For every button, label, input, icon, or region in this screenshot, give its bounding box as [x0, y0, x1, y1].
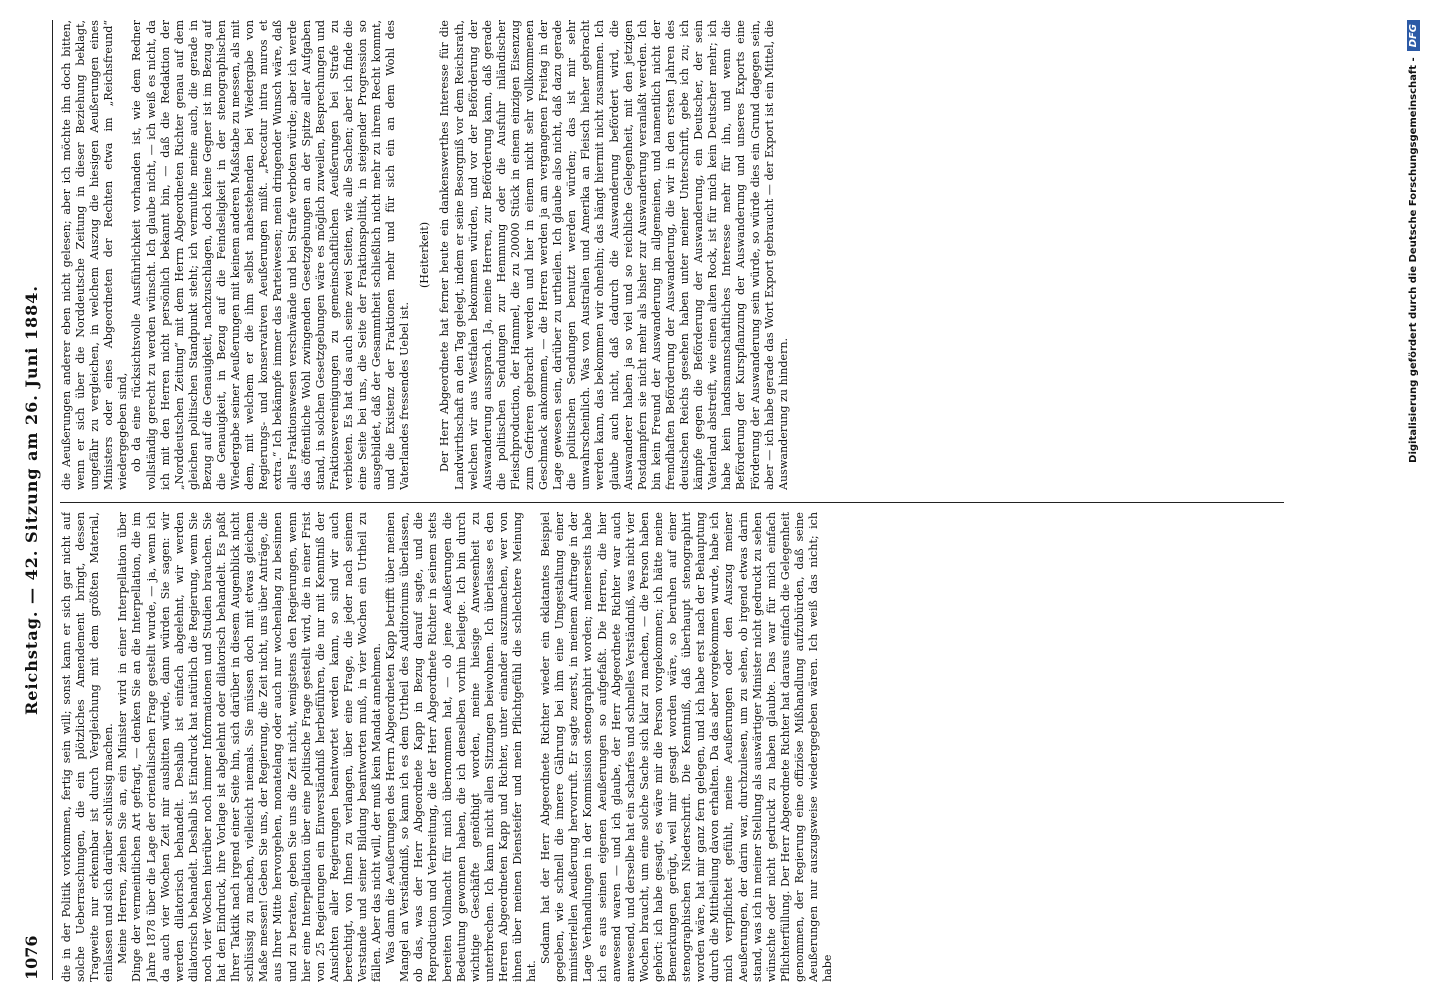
- digitization-note: [1400, 20, 1426, 620]
- paragraph: Was dann die Aeußerungen des Herrn Abgeordneten Kapp betrifft über meinen Mangel an Verständniß, so kann ich es dem Urtheil des Auditoriums überlassen, ob das, was der Herr Abgeordnete Kapp in Bezug darauf sagte, und die Reproduction und Verbreitung, die der Herr Abgeordnete Richter in seinem stets bereiten Vollmacht für mich übernommen hat, — ob jene Aeußerungen die Bedeutung gewonnen haben, die ich denselben vorhin beilegte. Ich bin durch wichtige Geschäfte genöthigt worden, meine hiesige Anwesenheit zu unterbrechen. Ich kann nicht allen Sitzungen beiwohnen. Ich überlasse es den Herren Abgeordneten Kapp und Richter, unter einander auszumachen, wer von ihnen über meinen Diensteifer und mein Pflichtgefühl die schlechtere Meinung hat.: [384, 512, 539, 982]
- paragraph: die in der Politik vorkommen, fertig sein will; sonst kann er sich gar nicht auf solche Ueberraschungen, die ein plötzliches Amendement bringt, dessen Tragweite nur erkennbar ist durch Vergleichung mit dem größten Material, einlassen und sich darüber schlüssig machen.: [60, 512, 116, 982]
- interjection-laughter: (Heiterkeit): [418, 221, 432, 289]
- paragraph: ob da eine rücksichtsvolle Ausführlichkeit vorhanden ist, wie dem Redner vollständig gerecht zu werden wünscht. Ich glaube nicht, — ich weiß es nicht, da ich mit den Herren nicht persönlich bekannt bin, — daß die Redaktion der „Norddeutschen Zeitung“ mit dem Herrn Abgeordneten Richter genau auf dem gleichen politischen Standpunkt steht; ich vermuthe meine auch, die gerade in Bezug auf die Genauigkeit, nachzuschlagen, doch keine Gegner ist im Bezug auf die Genauigkeit, in Bezug auf die Feindseligkeit in der stenographischen Wiedergabe seiner Aeußerungen mit keinem anderen Maßstabe zu messen, als mit dem, mit welchem er die ihm selbst nahestehenden bei Wiedergabe von Regierungs- und konservativen Aeußerungen mißt. „Peccatur intra muros et extra.“ Ich bekämpfe immer das Parteiwesen; mein dringender Wunsch wäre, daß alles Fraktionswesen verschwände und bei Strafe verboten würde; aber ich werde das öffentliche Wohl zwingenden Gesetzgebungen an der Spitze aller Aufgaben stand, in solchen Gesetzgebungen wäre es möglich zuweilen, Besprechungen und Fraktionsvereinigungen zu gemeinschaftlichen Aeußerungen bei Strafe zu verbieten. Es hat das auch seine zwei Seiten, wie alle Sachen; aber ich finde die eine Seite bei uns, die Seite der Fraktionspolitik, in steigender Progression so ausgebildet, daß der Gesammtheit schließlich nicht mehr zu ihrem Recht kommt, und die Existenz der Fraktionen mehr und für sich ein an dem Wohl des Vaterlandes fressendes Uebel ist.: [130, 20, 412, 490]
- header-rule: [52, 20, 53, 980]
- page-number: 1076: [22, 935, 41, 980]
- right-column: [60, 20, 1284, 490]
- digitization-text: Digitalisierung gefördert durch die Deutsche Forschungsgemeinschaft -: [1407, 57, 1419, 463]
- running-head: Reichstag. — 42. Sitzung am 26. Juni 1884.: [22, 285, 41, 715]
- paragraph: Meine Herren, ziehen Sie an, ein Minister wird in einer Interpellation über Dinge der vermeintlichen Art gefragt, — denken Sie an die Interpellation, die im Jahre 1878 über die Lage der orientalischen Frage gestellt wurde, — ja, wenn ich da auch vier Wochen Zeit mir ausbitten würde, dann würden Sie sagen: wir werden dilatorisch behandelt. Deshalb ist einfach abgelehnt, wir werden dilatorisch behandelt. Deshalb ist Eindruck hat natürlich die Regierung, wenn Sie noch vier Wochen hierüber noch immer Informationen und Studien brauchen. Sie hat den Eindruck, ihre Vorlage ist abgelehnt oder dilatorisch behandelt. Es paßt Ihrer Taktik nach irgend einer Seite hin, sich darüber in diesem Augenblick nicht schlüssig zu machen, vielleicht niemals. Sie müssen doch mit etwas gleichem Maße messen! Geben Sie uns, der Regierung, die Zeit nicht, uns über Anträge, die aus Ihrer Mitte hervorgehen, monatelang oder auch nur wochenlang zu besinnen und zu beraten, geben Sie uns die Zeit nicht, wenigstens den Regierungen, wenn hier eine Interpellation über eine politische Frage gestellt wird, die in einer Frist von 25 Regierungen ein Einverständniß herbeiführen, die nur mit Kenntniß der Ansichten aller Regierungen beantwortet werden kann, so sind wir auch berechtigt, von Ihnen zu verlangen, über eine Frage, die jeder nach seinem Verstande und seiner Bildung beantworten muß, in vier Wochen ein Urtheil zu fällen. Aber das nicht will, der muß kein Mandat annehmen.: [116, 512, 384, 982]
- paragraph: Sodann hat der Herr Abgeordnete Richter wieder ein eklatantes Beispiel gegeben, wie schnell die innere Gährung bei ihm eine Umgestaltung einer ministeriellen Aeußerung hervorruft. Er sagte zuerst, in meinem Auftrage in der Lage Verhandlungen in der Kommission stenographirt worden; meinerseits habe ich es aus seinen eigenen Aeußerungen so aufgefaßt. Die Herren, die hier anwesend waren — und ich glaube, der Herr Abgeordnete Richter war auch anwesend, und derselbe hat ein scharfes und schnelles Verständniß, was nicht vier Wochen braucht, um eine solche Sache sich klar zu machen, — die Person haben gehört: ich habe gesagt, es wäre mir die Person vorgekommen; ich hätte meine Bemerkungen gerügt, weil mir gesagt worden wäre, so beruhen auf einer stenographischen Niederschrift. Die Kenntniß, daß überhaupt stenographirt worden wäre, hat mir ganz fern gelegen, und ich habe erst nach der Behauptung durch die Mittheilung davon erhalten. Da das aber vorgekommen wurde, habe ich mich verpflichtet gefühlt, meine Aeußerungen oder den Auszug meiner Aeußerungen, der darin war, durchzulesen, um zu sehen, ob irgend etwas darin stand, was ich in meiner Stellung als auswärtiger Minister nicht gedruckt zu sehen wünschte oder nicht gedruckt zu haben glaubte. Das war für mich einfach Pflichterfüllung. Der Herr Abgeordnete Richter hat daraus einfach die Gelegenheit genommen, der Regierung eine offiziöse Mißhandlung aufzubürden, daß seine Aeußerungen nur auszugsweise wiedergegeben wären. Ich weiß das nicht; ich habe: [539, 512, 835, 982]
- paragraph: die Aeußerungen anderer eben nicht gelesen; aber ich möchte ihn doch bitten, wenn er sich über die Norddeutsche Zeitung in dieser Beziehung beklagt, ungefähr zu vergleichen, in welchem Auszug die hiesigen Aeußerungen eines Ministers oder eines Abgeordneten der Rechten etwa im „Reichsfreund“ wiedergegeben sind,: [60, 20, 130, 490]
- column-divider: [60, 502, 1284, 503]
- left-column: [60, 512, 1284, 982]
- paragraph: Der Herr Abgeordnete hat ferner heute ein dankenswerthes Interesse für die Landwirthschaft an den Tag gelegt, indem er seine Besorgniß vor dem Reichsrath, welchen wir aus Westfalen bekommen würden, und vor der Beförderung der Auswanderung aussprach. Ja, meine Herren, zur Beförderung kann, daß gerade die politischen Sendungen zur Hemmung oder die Ausfuhr inländischer Fleischproduction, der Hammel, die zu 20000 Stück in einem einzigen Eisenzug zum Gefrieren gebracht werden und hier in einem nicht sehr vollkommenen Geschmack ankommen, — die Herren werden ja am vergangenen Freitag in der Lage gewesen sein, darüber zu urtheilen. Ich glaube also nicht, daß dazu gerade die politischen Sendungen benutzt werden würden; das ist mir sehr unwahrscheinlich. Was von Australien und Amerika an Fleisch hieher gebracht werden kann, das bekommen wir ohnehin; das hängt hiermit nicht zusammen. Ich glaube auch nicht, daß dadurch die Auswanderung befördert wird, die Auswanderer haben ja so viel und so reichliche Gelegenheit, mit den jetzigen Postdampfern sie nicht mehr als bisher zur Auswanderung veranlaßt werden. Ich bin kein Freund der Auswanderung im allgemeinen, und namentlich nicht der fremdhaften Beförderung der Auswanderung, die wir in den ersten Jahren des deutschen Reichs gesehen haben unter meiner Unterschrift, gebe ich zu; ich kämpfe gegen die Beförderung der Auswanderung, ein Deutscher, der sein Vaterland abstreift, wie einen alten Rock, ist für mich kein Deutscher mehr; ich habe kein landsmannschaftliches Interesse mehr für ihn, und wenn die Beförderung der Kurspflanzung der Auswanderung und unseres Exports eine Förderung der Auswanderung sein würde, so würde dies ein Grund dagegen sein, aber — ich habe gerade das Wort Export gebraucht — der Export ist ein Mittel, die Auswanderung zu hindern.: [438, 20, 790, 490]
- dfg-logo: DFG: [1407, 20, 1420, 51]
- page-header: [22, 20, 48, 980]
